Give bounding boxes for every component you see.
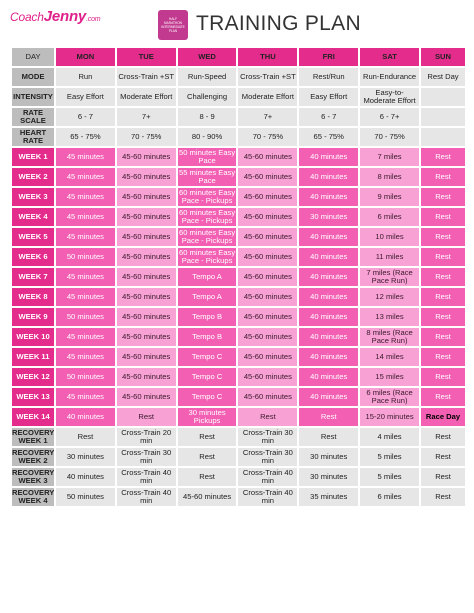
badge-line: PLAN xyxy=(168,29,178,33)
week-row xyxy=(12,408,465,426)
table-cell: 35 minutes xyxy=(299,488,358,506)
table-cell: 30 minutes xyxy=(56,448,115,466)
table-cell: 40 minutes xyxy=(299,148,358,166)
badge-line: INTERMEDIATE xyxy=(161,25,185,29)
column-header-day: DAY xyxy=(12,48,54,66)
badge-line: MARATHON xyxy=(163,21,182,25)
table-cell: Rest xyxy=(421,308,465,326)
table-cell: Tempo B xyxy=(178,328,237,346)
table-cell: Cross-Train +ST xyxy=(117,68,176,86)
table-cell: 4 miles xyxy=(360,428,419,446)
table-cell: Tempo C xyxy=(178,388,237,406)
table-cell: 40 minutes xyxy=(299,308,358,326)
table-cell: 6 miles (Race Pace Run) xyxy=(360,388,419,406)
info-row xyxy=(12,68,465,86)
table-cell: 50 minutes Easy Pace xyxy=(179,148,236,165)
table-cell: 45-60 minutes xyxy=(117,288,176,306)
table-cell: 45-60 minutes xyxy=(117,328,176,346)
row-label: WEEK 10 xyxy=(12,328,54,346)
info-row xyxy=(12,108,465,126)
table-cell: 50 minutes xyxy=(56,368,115,386)
row-label: WEEK 8 xyxy=(12,288,54,306)
table-cell: 65 - 75% xyxy=(56,128,115,146)
table-cell: 45-60 minutes xyxy=(178,488,237,506)
info-row xyxy=(12,88,465,106)
table-cell: 45-60 minutes xyxy=(238,388,297,406)
row-label: RECOVERY WEEK 3 xyxy=(12,468,54,485)
week-row xyxy=(12,148,465,166)
half-marathon-badge xyxy=(158,10,188,40)
table-cell: 45-60 minutes xyxy=(238,148,297,166)
table-cell: 45 minutes xyxy=(56,148,115,166)
row-label: MODE xyxy=(12,68,54,86)
row-label: RECOVERY WEEK 2 xyxy=(12,448,54,465)
row-label: WEEK 4 xyxy=(12,208,54,226)
table-cell: Moderate Effort xyxy=(117,88,176,106)
week-row xyxy=(12,288,465,306)
week-row xyxy=(12,168,465,186)
column-header-thu: THU xyxy=(238,48,297,66)
table-cell: 40 minutes xyxy=(299,248,358,266)
table-cell: 7+ xyxy=(117,108,176,126)
table-cell: 45-60 minutes xyxy=(117,148,176,166)
table-cell: 6 - 7 xyxy=(299,108,358,126)
row-label: WEEK 11 xyxy=(12,348,54,366)
table-cell: 45 minutes xyxy=(56,228,115,246)
table-cell: Challenging xyxy=(178,88,237,106)
table-cell: 7 miles xyxy=(360,148,419,166)
table-cell: Cross-Train 30 min xyxy=(117,448,176,466)
table-cell: Race Day xyxy=(421,408,465,426)
table-cell: 40 minutes xyxy=(299,168,358,186)
table-cell: 45-60 minutes xyxy=(238,208,297,226)
table-cell: Rest xyxy=(421,288,465,306)
row-label: WEEK 9 xyxy=(12,308,54,326)
table-cell: Rest xyxy=(421,348,465,366)
table-cell: 45 minutes xyxy=(56,388,115,406)
table-cell: Cross-Train 40 min xyxy=(117,468,176,486)
table-cell: Cross-Train 40 min xyxy=(117,488,176,506)
table-cell: Run xyxy=(56,68,115,86)
table-cell: Rest xyxy=(421,468,465,486)
table-cell: 45-60 minutes xyxy=(117,228,176,246)
coachjenny-logo xyxy=(10,8,100,25)
table-cell: 45-60 minutes xyxy=(238,328,297,346)
row-label: WEEK 13 xyxy=(12,388,54,406)
week-row xyxy=(12,228,465,246)
table-cell: Rest xyxy=(117,408,176,426)
table-cell: 10 miles xyxy=(360,228,419,246)
table-cell: 15 miles xyxy=(360,368,419,386)
day-header-row xyxy=(12,48,465,66)
table-cell: 70 - 75% xyxy=(238,128,297,146)
row-label: WEEK 1 xyxy=(12,148,54,166)
row-label: WEEK 12 xyxy=(12,368,54,386)
table-cell: 50 minutes xyxy=(56,248,115,266)
table-cell: Cross-Train 30 min xyxy=(238,428,297,446)
table-cell: Tempo A xyxy=(178,288,237,306)
table-cell: Rest xyxy=(421,248,465,266)
table-cell: Cross-Train 40 min xyxy=(238,468,297,486)
table-cell: 12 miles xyxy=(360,288,419,306)
recovery-row xyxy=(12,448,465,466)
table-cell xyxy=(421,108,465,126)
week-row xyxy=(12,348,465,366)
table-cell: 7+ xyxy=(238,108,297,126)
table-cell: 13 miles xyxy=(360,308,419,326)
week-row xyxy=(12,308,465,326)
table-cell: 45 minutes xyxy=(56,168,115,186)
column-header-sat: SAT xyxy=(360,48,419,66)
table-cell: 45 minutes xyxy=(56,328,115,346)
week-row xyxy=(12,248,465,266)
week-row xyxy=(12,388,465,406)
table-cell xyxy=(421,88,465,106)
table-cell: Rest xyxy=(421,448,465,466)
table-cell: Tempo C xyxy=(178,368,237,386)
table-cell: 7 miles (Race Pace Run) xyxy=(360,268,419,286)
table-cell: Tempo C xyxy=(178,348,237,366)
table-cell: Easy Effort xyxy=(299,88,358,106)
column-header-wed: WED xyxy=(178,48,237,66)
table-cell: Rest xyxy=(421,188,465,206)
row-label: WEEK 14 xyxy=(12,408,54,426)
table-cell: 45 minutes xyxy=(56,208,115,226)
table-cell: Rest xyxy=(299,428,358,446)
table-cell: 8 miles (Race Pace Run) xyxy=(360,328,419,346)
table-cell: Tempo B xyxy=(178,308,237,326)
table-cell: 45-60 minutes xyxy=(238,308,297,326)
table-cell: 45-60 minutes xyxy=(238,248,297,266)
table-cell: 40 minutes xyxy=(299,288,358,306)
row-label: HEART RATE xyxy=(12,128,54,146)
table-cell: Rest xyxy=(421,328,465,346)
column-header-fri: FRI xyxy=(299,48,358,66)
table-cell: Easy Effort xyxy=(56,88,115,106)
logo-prefix: Coach xyxy=(10,10,44,24)
table-cell: 50 minutes xyxy=(56,488,115,506)
table-cell: 45-60 minutes xyxy=(238,168,297,186)
table-cell: 45-60 minutes xyxy=(238,268,297,286)
row-label: WEEK 7 xyxy=(12,268,54,286)
table-cell: Rest xyxy=(421,428,465,446)
page-title: TRAINING PLAN xyxy=(196,12,361,35)
table-cell: Cross-Train 30 min xyxy=(238,448,297,466)
table-cell: Rest xyxy=(421,388,465,406)
table-cell: 6 miles xyxy=(360,488,419,506)
table-cell: Rest Day xyxy=(421,68,465,86)
table-cell: 45-60 minutes xyxy=(117,348,176,366)
row-label: WEEK 6 xyxy=(12,248,54,266)
week-row xyxy=(12,328,465,346)
table-cell: 45-60 minutes xyxy=(238,288,297,306)
table-cell: Tempo A xyxy=(178,268,237,286)
table-cell: 14 miles xyxy=(360,348,419,366)
table-cell: Rest xyxy=(56,428,115,446)
table-cell: Moderate Effort xyxy=(238,88,297,106)
table-cell: 30 minutes xyxy=(299,208,358,226)
table-cell: Rest xyxy=(178,468,237,486)
training-plan-table xyxy=(10,46,467,508)
row-label: WEEK 3 xyxy=(12,188,54,206)
row-label: INTENSITY xyxy=(12,88,54,106)
table-cell: 50 minutes xyxy=(56,308,115,326)
table-cell: 60 minutes Easy Pace - Pickups xyxy=(179,208,236,225)
table-cell: 40 minutes xyxy=(299,328,358,346)
table-cell: Rest xyxy=(421,268,465,286)
table-cell: 55 minutes Easy Pace xyxy=(179,168,236,185)
table-cell: 45-60 minutes xyxy=(117,368,176,386)
table-cell: 30 minutes Pickups xyxy=(178,408,237,426)
info-row xyxy=(12,128,465,146)
row-label: RECOVERY WEEK 1 xyxy=(12,428,54,445)
table-cell: 5 miles xyxy=(360,448,419,466)
table-cell: 6 miles xyxy=(360,208,419,226)
badge-line: HALF xyxy=(168,17,178,21)
logo-suffix: .com xyxy=(86,16,101,23)
week-row xyxy=(12,208,465,226)
row-label: RATE SCALE xyxy=(12,108,54,126)
table-cell: 45-60 minutes xyxy=(238,348,297,366)
page-header xyxy=(0,0,474,44)
column-header-mon: MON xyxy=(56,48,115,66)
table-cell: Rest xyxy=(178,448,237,466)
week-row xyxy=(12,268,465,286)
table-cell: Run-Endurance xyxy=(360,68,419,86)
table-cell: 45-60 minutes xyxy=(238,188,297,206)
table-cell: Rest xyxy=(421,488,465,506)
table-cell: 11 miles xyxy=(360,248,419,266)
table-cell: 45-60 minutes xyxy=(117,188,176,206)
table-cell xyxy=(421,128,465,146)
table-cell: Rest xyxy=(421,368,465,386)
column-header-tue: TUE xyxy=(117,48,176,66)
table-cell: 45 minutes xyxy=(56,188,115,206)
table-cell: 40 minutes xyxy=(299,368,358,386)
table-cell: 30 minutes xyxy=(299,468,358,486)
row-label: RECOVERY WEEK 4 xyxy=(12,488,54,505)
table-cell: Cross-Train 20 min xyxy=(117,428,176,446)
table-cell: 40 minutes xyxy=(299,188,358,206)
table-cell: Cross-Train +ST xyxy=(238,68,297,86)
table-cell: Cross-Train 40 min xyxy=(238,488,297,506)
table-cell: 40 minutes xyxy=(299,268,358,286)
recovery-row xyxy=(12,428,465,446)
table-cell: 15-20 minutes xyxy=(360,408,419,426)
table-cell: 45 minutes xyxy=(56,288,115,306)
week-row xyxy=(12,368,465,386)
table-cell: 45-60 minutes xyxy=(117,268,176,286)
table-cell: 45 minutes xyxy=(56,348,115,366)
table-cell: 60 minutes Easy Pace - Pickups xyxy=(179,248,236,265)
table-cell: 40 minutes xyxy=(299,388,358,406)
table-cell: 70 - 75% xyxy=(117,128,176,146)
table-cell: 5 miles xyxy=(360,468,419,486)
recovery-row xyxy=(12,468,465,486)
table-cell: Run-Speed xyxy=(178,68,237,86)
logo-name: Jenny xyxy=(43,8,87,25)
column-header-sun: SUN xyxy=(421,48,465,66)
table-cell: Rest xyxy=(421,228,465,246)
table-cell: Rest xyxy=(299,408,358,426)
table-cell: 30 minutes xyxy=(299,448,358,466)
table-cell: 45-60 minutes xyxy=(238,228,297,246)
week-row xyxy=(12,188,465,206)
table-cell: Rest xyxy=(421,208,465,226)
table-cell: 45-60 minutes xyxy=(117,388,176,406)
table-cell: Rest/Run xyxy=(299,68,358,86)
table-cell: 45-60 minutes xyxy=(117,168,176,186)
table-cell: 45 minutes xyxy=(56,268,115,286)
table-cell: 80 - 90% xyxy=(178,128,237,146)
table-cell: 40 minutes xyxy=(299,228,358,246)
table-cell: 45-60 minutes xyxy=(117,308,176,326)
row-label: WEEK 2 xyxy=(12,168,54,186)
row-label: WEEK 5 xyxy=(12,228,54,246)
table-cell: 45-60 minutes xyxy=(117,208,176,226)
table-cell: 8 - 9 xyxy=(178,108,237,126)
table-cell: Rest xyxy=(238,408,297,426)
table-cell: 6 - 7 xyxy=(56,108,115,126)
table-cell: 45-60 minutes xyxy=(238,368,297,386)
table-cell: 8 miles xyxy=(360,168,419,186)
table-cell: Easy-to-Moderate Effort xyxy=(360,88,419,106)
table-cell: 70 - 75% xyxy=(360,128,419,146)
recovery-row xyxy=(12,488,465,506)
table-cell: 40 minutes xyxy=(56,468,115,486)
table-cell: 9 miles xyxy=(360,188,419,206)
table-cell: Rest xyxy=(421,148,465,166)
table-cell: 45-60 minutes xyxy=(117,248,176,266)
table-cell: 6 - 7+ xyxy=(360,108,419,126)
table-cell: 60 minutes Easy Pace - Pickups xyxy=(179,188,236,205)
table-cell: 40 minutes xyxy=(299,348,358,366)
table-cell: Rest xyxy=(178,428,237,446)
table-cell: 65 - 75% xyxy=(299,128,358,146)
table-cell: Rest xyxy=(421,168,465,186)
table-cell: 40 minutes xyxy=(56,408,115,426)
table-cell: 60 minutes Easy Pace - Pickups xyxy=(179,228,236,245)
